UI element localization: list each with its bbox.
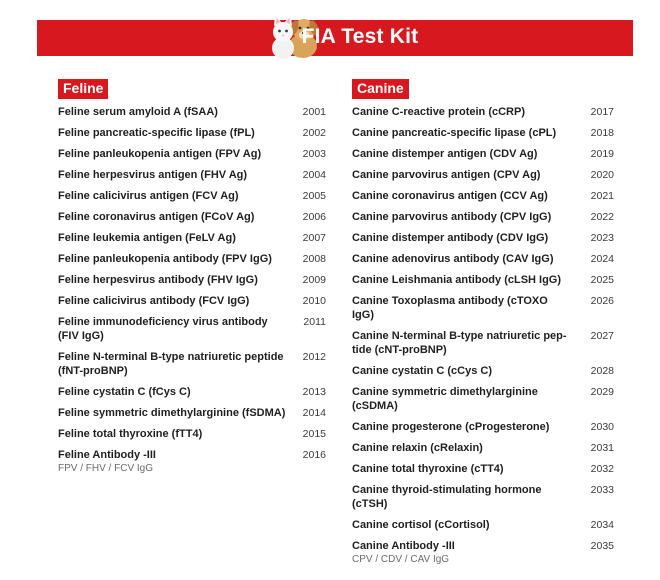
- list-item: [58, 385, 326, 399]
- list-item: [352, 294, 614, 322]
- item-code: 2029: [590, 386, 614, 398]
- item-code: 2034: [590, 519, 614, 531]
- item-name: Canine Leishmania antibody (cLSH IgG): [352, 274, 562, 286]
- item-code: 2021: [590, 190, 614, 202]
- item-code: 2020: [590, 169, 614, 181]
- item-name: Feline herpesvirus antigen (FHV Ag): [58, 169, 248, 181]
- item-name: Feline immunodeficiency virus antibody (FIV IgG): [58, 316, 268, 342]
- item-code: 2031: [590, 442, 614, 454]
- page-title: FIA Test Kit: [301, 25, 419, 48]
- list-item: [352, 231, 614, 245]
- item-name: Canine progesterone (cProgesterone): [352, 421, 550, 433]
- item-code: 2001: [302, 106, 326, 118]
- item-name: Feline total thyroxine (fTT4): [58, 428, 203, 440]
- list-item: [58, 294, 326, 308]
- list-item: [58, 273, 326, 287]
- list-item: [352, 273, 614, 287]
- list-item: [352, 441, 614, 455]
- item-code: 2013: [302, 386, 326, 398]
- item-name: Feline panleukopenia antibody (FPV IgG): [58, 253, 272, 265]
- item-name: Feline pancreatic-specific lipase (fPL): [58, 127, 255, 139]
- item-subtext: CPV / CDV / CAV IgG: [352, 554, 450, 565]
- item-name: Feline herpesvirus antibody (FHV IgG): [58, 274, 258, 286]
- item-code: 2018: [590, 127, 614, 139]
- item-code: 2010: [302, 295, 326, 307]
- item-name: Feline calicivirus antigen (FCV Ag): [58, 190, 239, 202]
- item-name: Canine thyroid-stimulating hormone (cTSH): [352, 484, 542, 510]
- item-code: 2017: [590, 106, 614, 118]
- item-code: 2012: [302, 351, 326, 363]
- title-banner: [37, 20, 633, 56]
- item-name: Feline coronavirus antigen (FCoV Ag): [58, 211, 255, 223]
- feline-list: [58, 105, 326, 475]
- list-item: [58, 427, 326, 441]
- list-item: [58, 168, 326, 182]
- item-code: 2011: [303, 316, 326, 328]
- item-name: Feline serum amyloid A (fSAA): [58, 106, 218, 118]
- list-item: [352, 364, 614, 378]
- list-item: [352, 329, 614, 357]
- item-name: Feline N-terminal B-type natriuretic peptide (fNT-proBNP): [58, 351, 284, 377]
- item-name: Canine distemper antibody (CDV IgG): [352, 232, 549, 244]
- list-item: [58, 315, 326, 343]
- item-code: 2006: [302, 211, 326, 223]
- item-name: Canine pancreatic-specific lipase (cPL): [352, 127, 557, 139]
- item-name: Feline symmetric dimethylarginine (fSDMA): [58, 407, 286, 419]
- item-code: 2027: [590, 330, 614, 342]
- list-item: [352, 168, 614, 182]
- item-name: Canine relaxin (cRelaxin): [352, 442, 483, 454]
- list-item: [352, 385, 614, 413]
- item-name: Feline cystatin C (fCys C): [58, 386, 191, 398]
- item-code: 2035: [590, 540, 614, 552]
- item-code: 2008: [302, 253, 326, 265]
- list-item: [352, 252, 614, 266]
- list-item: [352, 539, 614, 566]
- item-code: 2032: [590, 463, 614, 475]
- list-item: [58, 126, 326, 140]
- item-name: Canine Antibody -III: [352, 540, 455, 552]
- item-code: 2030: [590, 421, 614, 433]
- item-code: 2022: [590, 211, 614, 223]
- list-item: [58, 406, 326, 420]
- item-name: Feline panleukopenia antigen (FPV Ag): [58, 148, 262, 160]
- canine-column: [352, 79, 614, 566]
- item-code: 2024: [590, 253, 614, 265]
- list-item: [352, 462, 614, 476]
- item-code: 2002: [302, 127, 326, 139]
- feline-category-label: Feline: [58, 79, 108, 99]
- item-name: Canine parvovirus antibody (CPV IgG): [352, 211, 552, 223]
- item-code: 2033: [590, 484, 614, 496]
- item-code: 2007: [302, 232, 326, 244]
- item-code: 2026: [590, 295, 614, 307]
- item-name: Canine Toxoplasma antibody (cTOXO IgG): [352, 295, 548, 321]
- feline-column: [58, 79, 326, 475]
- canine-category-label: Canine: [352, 79, 409, 99]
- item-name: Canine coronavirus antigen (CCV Ag): [352, 190, 548, 202]
- item-name: Feline Antibody -III: [58, 449, 156, 461]
- list-item: [352, 420, 614, 434]
- canine-list: [352, 105, 614, 566]
- list-item: [58, 147, 326, 161]
- list-item: [352, 210, 614, 224]
- list-item: [58, 189, 326, 203]
- item-name: Canine C-reactive protein (cCRP): [352, 106, 525, 118]
- item-name: Canine cortisol (cCortisol): [352, 519, 490, 531]
- item-code: 2009: [302, 274, 326, 286]
- item-name: Canine cystatin C (cCys C): [352, 365, 492, 377]
- list-item: [352, 105, 614, 119]
- list-item: [58, 210, 326, 224]
- item-name: Canine N-terminal B-type natriuretic pep-tide (cNT-proBNP): [352, 330, 567, 356]
- list-item: [58, 252, 326, 266]
- list-item: [352, 483, 614, 511]
- list-item: [352, 126, 614, 140]
- item-code: 2025: [590, 274, 614, 286]
- list-item: [58, 231, 326, 245]
- item-name: Canine parvovirus antigen (CPV Ag): [352, 169, 541, 181]
- item-name: Canine total thyroxine (cTT4): [352, 463, 504, 475]
- list-item: [58, 105, 326, 119]
- item-name: Feline calicivirus antibody (FCV IgG): [58, 295, 250, 307]
- list-item: [352, 189, 614, 203]
- item-name: Canine distemper antigen (CDV Ag): [352, 148, 538, 160]
- list-item: [352, 518, 614, 532]
- item-code: 2005: [302, 190, 326, 202]
- item-name: Feline leukemia antigen (FeLV Ag): [58, 232, 236, 244]
- item-code: 2028: [590, 365, 614, 377]
- item-code: 2016: [302, 449, 326, 461]
- item-code: 2003: [302, 148, 326, 160]
- list-item: [352, 147, 614, 161]
- item-code: 2015: [302, 428, 326, 440]
- item-name: Canine symmetric dimethylarginine (cSDMA): [352, 386, 538, 412]
- list-item: [58, 350, 326, 378]
- item-code: 2004: [302, 169, 326, 181]
- item-code: 2023: [590, 232, 614, 244]
- list-item: [58, 448, 326, 475]
- item-name: Canine adenovirus antibody (CAV IgG): [352, 253, 554, 265]
- item-code: 2019: [590, 148, 614, 160]
- item-code: 2014: [302, 407, 326, 419]
- item-subtext: FPV / FHV / FCV IgG: [58, 463, 154, 474]
